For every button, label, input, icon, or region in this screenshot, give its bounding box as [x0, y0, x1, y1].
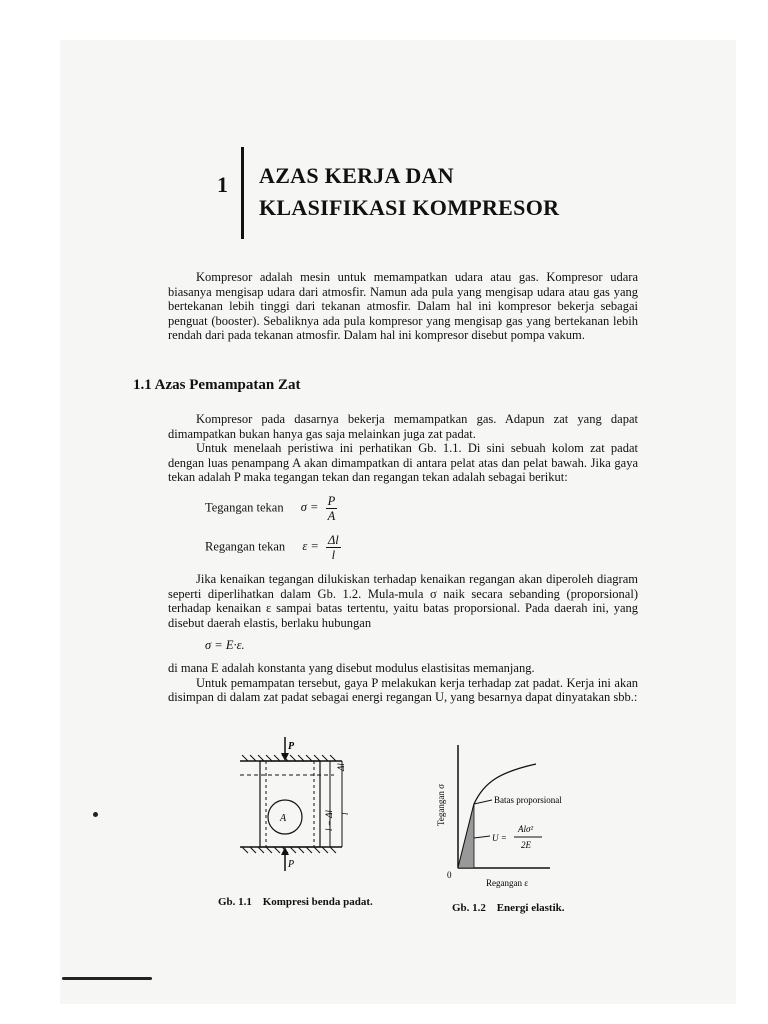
section-para-1: Kompresor pada dasarnya bekerja memampatkan gas. Adapun zat yang dapat dimampatkan bukan hanya gas saja melainkan juga zat padat. — [168, 412, 638, 441]
fig1-l-minus-dl: l − Δl — [324, 810, 334, 831]
scan-dot — [93, 812, 98, 817]
chapter-title-line2: KLASIFIKASI KOMPRESOR — [259, 195, 560, 220]
equation-stress-denominator: A — [327, 509, 336, 523]
equation-hooke: σ = E·ε. — [205, 638, 245, 652]
equation-stress-fraction — [326, 494, 338, 523]
chapter-divider — [241, 147, 244, 239]
equation-strain-label: Regangan tekan — [205, 539, 286, 554]
section-para-5: Untuk pemampatan tersebut, gaya P melakukan kerja terhadap zat padat. Kerja ini akan disimpan di dalam zat padat sebagai energi regangan U, yang besarnya dapat dinyatakan sbb.: — [168, 675, 638, 705]
equation-stress-numerator: P — [327, 494, 336, 508]
scan-streak — [62, 977, 152, 980]
figure-elastic-energy — [430, 740, 600, 890]
section-body-3 — [168, 661, 638, 705]
fig2-origin: 0 — [447, 870, 452, 880]
fig1-area-label: A — [280, 813, 287, 824]
chapter-title-line1: AZAS KERJA DAN — [259, 163, 454, 188]
figure-caption-2-number: Gb. 1.2 — [452, 902, 486, 914]
equation-strain-fraction — [326, 533, 341, 562]
section-body-1 — [168, 412, 638, 485]
fig2-annotation: Batas proporsional — [494, 795, 562, 805]
chapter-number: 1 — [217, 172, 228, 197]
fig2-u-denominator: 2E — [521, 840, 531, 850]
equation-strain-denominator: l — [331, 548, 336, 562]
equation-strain — [205, 533, 341, 562]
equation-strain-lhs: ε = — [302, 539, 319, 554]
intro-paragraph — [168, 270, 638, 343]
fig2-u-numerator: Alσ² — [518, 824, 534, 834]
fig2-x-label: Regangan ε — [486, 878, 529, 888]
figure-caption-2 — [452, 902, 565, 914]
section-heading: 1.1 Azas Pemampatan Zat — [133, 377, 301, 393]
equation-stress-label: Tegangan tekan — [205, 500, 284, 515]
figure-caption-1-text: Kompresi benda padat. — [262, 896, 373, 908]
fig2-u-lhs: U = — [492, 833, 507, 843]
section-para-3: Jika kenaikan tegangan dilukiskan terhadap kenaikan regangan akan diperoleh diagram seperti diperlihatkan dalam Gb. 1.2. Mula-mula σ naik secara sebanding (proporsional) terhadap kenaikan ε sampai batas tertentu, yaitu batas proporsional. Pada daerah ini, yang disebut daerah elastis, berlaku hubungan — [168, 572, 638, 630]
figure-caption-1-number: Gb. 1.1 — [218, 896, 252, 908]
fig1-delta-l: Δl — [336, 763, 346, 771]
equation-strain-numerator: Δl — [327, 533, 339, 547]
equation-stress-lhs: σ = — [300, 500, 319, 515]
fig1-p-bottom: P — [288, 859, 295, 870]
section-para-2: Untuk menelaah peristiwa ini perhatikan Gb. 1.1. Di sini sebuah kolom zat padat dengan luas penampang A akan dimampatkan di antara pelat atas dan pelat bawah. Jika gaya tekan adalah P maka tegangan tekan dan regangan tekan adalah sebagai berikut: — [168, 441, 638, 485]
equation-stress — [205, 494, 337, 523]
fig1-length: l — [340, 812, 350, 815]
figure-compression — [230, 735, 370, 885]
figure-caption-2-text: Energi elastik. — [496, 902, 565, 914]
chapter-title — [259, 160, 559, 224]
section-body-2 — [168, 572, 638, 630]
figure-caption-1 — [218, 896, 373, 908]
fig1-p-top: P — [288, 741, 295, 752]
intro-text: Kompresor adalah mesin untuk memampatkan udara atau gas. Kompresor udara biasanya mengisap udara dari atmosfir. Namun ada pula yang mengisap udara atau gas yang bertekanan lebih tinggi dari tekanan atmosfir. Dalam hal ini kompresor bekerja sebagai penguat (booster). Sebaliknya ada pula kompresor yang mengisap gas yang bertekanan lebih rendah dari pada tekanan atmosfir. Dalam hal ini kompresor disebut pompa vakum. — [168, 270, 638, 343]
section-para-4: di mana E adalah konstanta yang disebut modulus elastisitas memanjang. — [168, 661, 535, 675]
fig2-y-label: Tegangan σ — [436, 784, 446, 826]
